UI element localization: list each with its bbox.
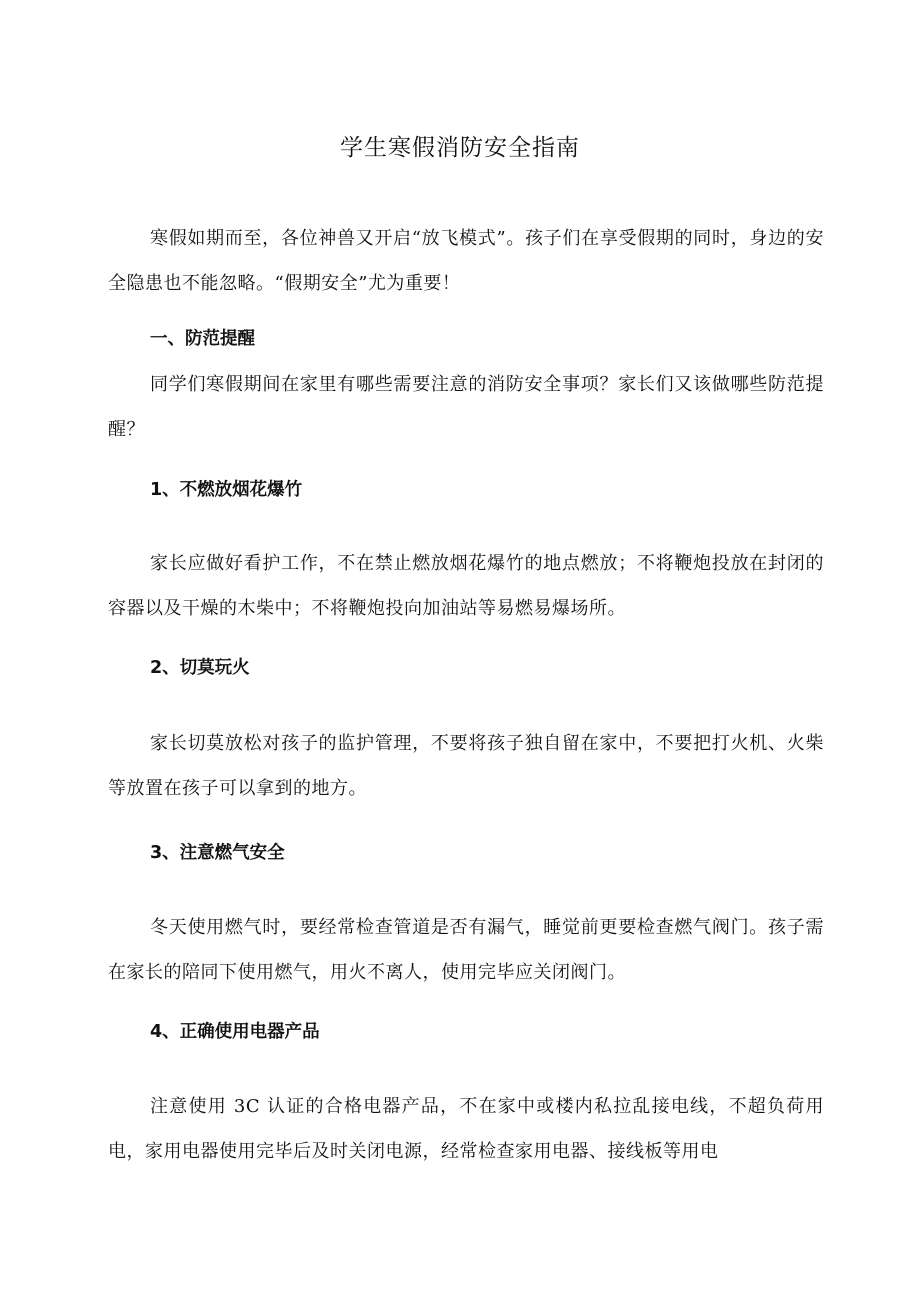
item-heading-no-playing-fire: 2、切莫玩火 (150, 658, 250, 678)
item-heading-gas-safety: 3、注意燃气安全 (150, 843, 285, 863)
item-paragraph-gas-safety: 冬天使用燃气时，要经常检查管道是否有漏气，睡觉前更要检查燃气阀门。孩子需在家长的陪同下使用燃气，用火不离人，使用完毕应关闭阀门。 (108, 917, 824, 983)
section-paragraph-prevention: 同学们寒假期间在家里有哪些需要注意的消防安全事项？家长们又该做哪些防范提醒？ (108, 374, 824, 440)
document-title: 学生寒假消防安全指南 (340, 135, 580, 161)
item-paragraph-electrical: 注意使用 3C 认证的合格电器产品，不在家中或楼内私拉乱接电线，不超负荷用电，家用电器使用完毕后及时关闭电源，经常检查家用电器、接线板等用电 (108, 1096, 824, 1162)
item-heading-fireworks: 1、不燃放烟花爆竹 (150, 480, 303, 500)
item-heading-electrical: 4、正确使用电器产品 (150, 1022, 320, 1042)
item-paragraph-fireworks: 家长应做好看护工作，不在禁止燃放烟花爆竹的地点燃放；不将鞭炮投放在封闭的容器以及干燥的木柴中；不将鞭炮投向加油站等易燃易爆场所。 (108, 553, 824, 619)
intro-paragraph: 寒假如期而至，各位神兽又开启“放飞模式”。孩子们在享受假期的同时，身边的安全隐患也不能忽略。“假期安全”尤为重要！ (108, 228, 824, 294)
section-heading-prevention: 一、防范提醒 (150, 329, 255, 349)
item-paragraph-no-playing-fire: 家长切莫放松对孩子的监护管理，不要将孩子独自留在家中，不要把打火机、火柴等放置在孩子可以拿到的地方。 (108, 733, 824, 799)
